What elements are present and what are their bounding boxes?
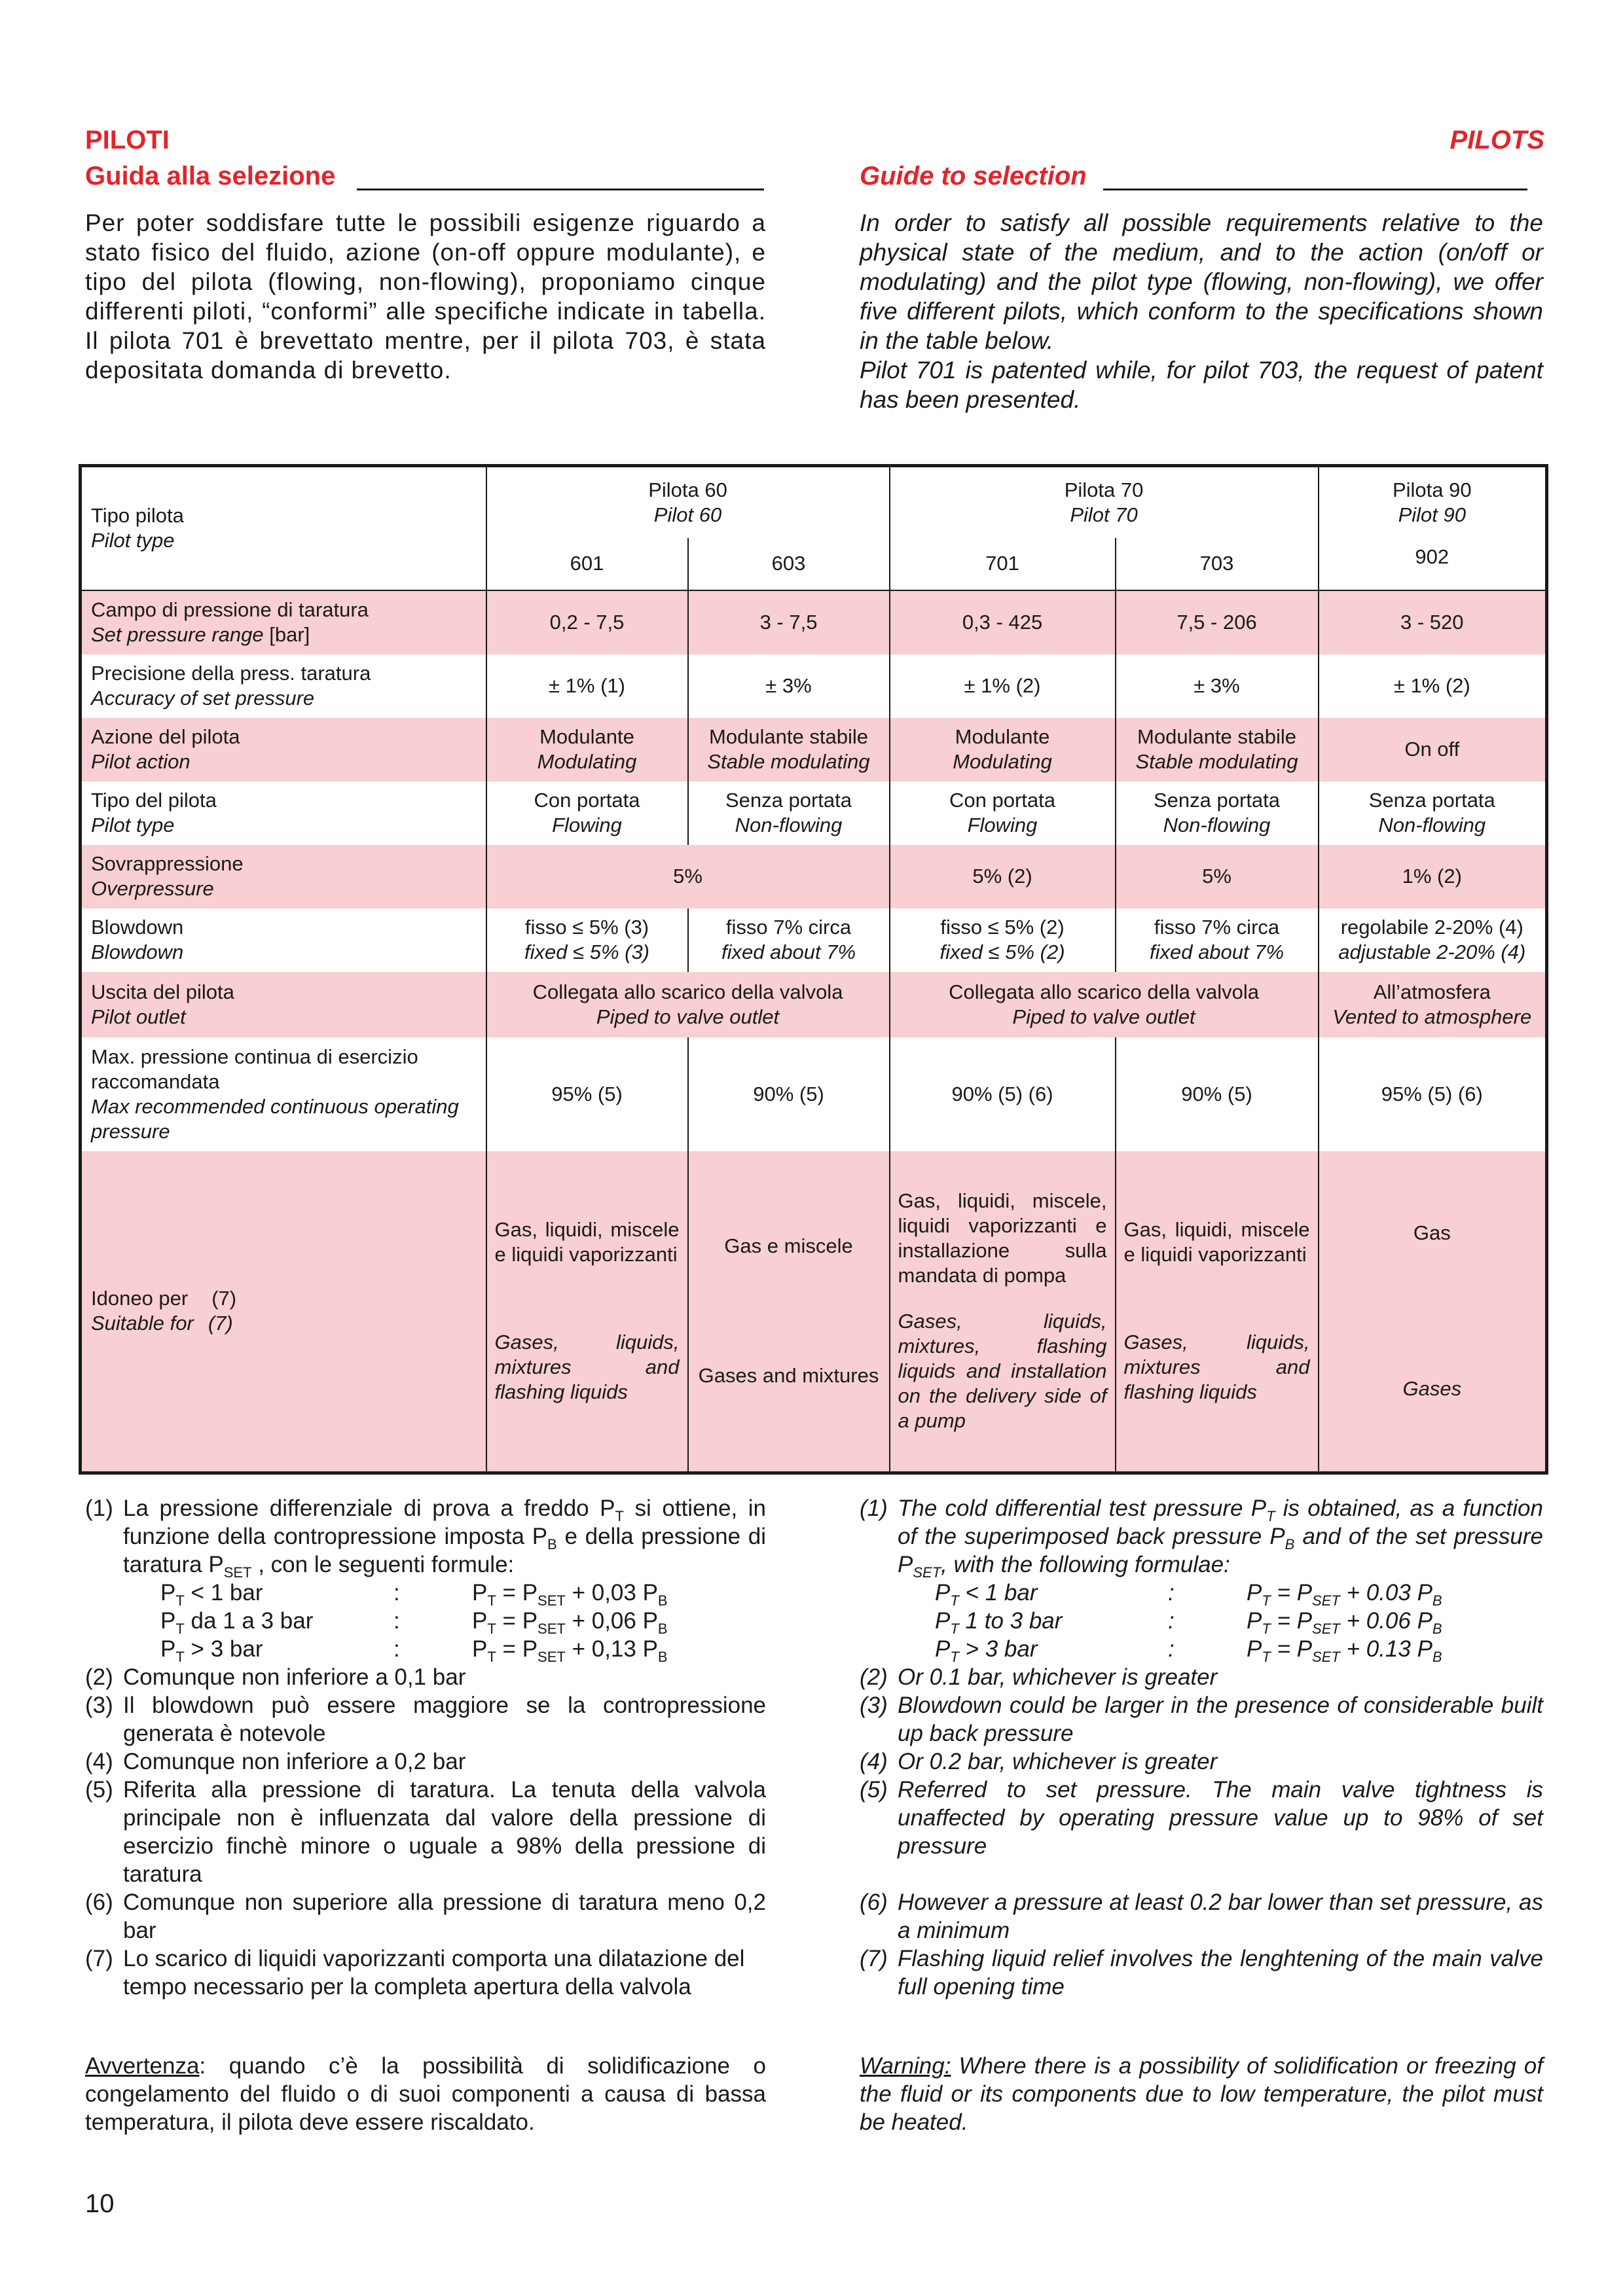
row-label: Precisione della press. taratura Accuracy of set pressure [91, 662, 371, 709]
header-group-pilot-70: Pilota 70 Pilot 70 [890, 466, 1319, 538]
table-header-groups [81, 466, 1547, 538]
cell-701: fisso ≤ 5% (2) fixed ≤ 5% (2) [890, 908, 1116, 972]
notes-en [860, 1494, 1543, 2001]
cell-703: Modulante stabile Stable modulating [1116, 718, 1319, 781]
note-3: (3) Blowdown could be larger in the presence of considerable built up back pressure [860, 1693, 1543, 1746]
intro-en-part2: Pilot 701 is patented while, for pilot 703, the request of patent has been presented. [860, 357, 1543, 413]
intro-paragraph-en [860, 208, 1543, 414]
cell-902: 3 - 520 [1319, 590, 1547, 655]
note-4: (4) Or 0.2 bar, whichever is greater [860, 1749, 1218, 1774]
cell-pilot-60: 5% [486, 845, 890, 908]
cell-703: 7,5 - 206 [1116, 590, 1319, 655]
cell-601: Gas, liquidi, miscele e liquidi vaporizzanti Gases, liquids, mixtures and flashing liquids [486, 1151, 688, 1473]
header-group-pilot-60: Pilota 60 Pilot 60 [486, 466, 890, 538]
subtitle-rule-it [357, 188, 764, 190]
cell-601: 0,2 - 7,5 [486, 590, 688, 655]
formula-3: $P_T > 3$ bar : $P_T = P_{SET} + 0,13$ $P_B$ [160, 1636, 668, 1665]
row-pilot-action [81, 718, 1547, 781]
model-603: 603 [688, 538, 890, 590]
cell-601: Modulante Modulating [486, 718, 688, 781]
notes-it [85, 1494, 766, 2001]
cell-703: ± 3% [1116, 655, 1319, 718]
cell-701: 90% (5) (6) [890, 1037, 1116, 1151]
formula-2: $P_T$ 1 to 3 bar : $P_T = P_{SET} + 0.06$ $P_B$ [935, 1608, 1442, 1637]
intro-en-part1: In order to satisfy all possible requirements relative to the physical state of the medium, and to the action (on/off or modulating) and the pilot type (flowing, non-flowing), we offer five different pilots, which conform to the specifications shown in the table below. [860, 209, 1543, 354]
model-601: 601 [486, 538, 688, 590]
cell-603: fisso 7% circa fixed about 7% [688, 908, 890, 972]
pilot-selection-table [79, 464, 1548, 1475]
header-pilot-type-label: Tipo pilota Pilot type [81, 466, 486, 590]
row-suitable-for [81, 1151, 1547, 1473]
model-703: 703 [1116, 538, 1319, 590]
cell-601: ± 1% (1) [486, 655, 688, 718]
intro-paragraph-it: Per poter soddisfare tutte le possibili esigenze riguardo a stato fisico del fluido, azione (on-off oppure modulante), e tipo del pilota (flowing, non-flowing), proponiamo cinque differenti piloti, “conformi” alle specifiche indicate in tabella. Il pilota 701 è brevettato mentre, per il pilota 703, è stata depositata domanda di brevetto. [85, 209, 766, 384]
formula-3: $P_T > 3$ bar : $P_T = P_{SET} + 0.13$ $P_B$ [935, 1636, 1442, 1665]
model-701: 701 [890, 538, 1116, 590]
cell-603: Senza portata Non-flowing [688, 781, 890, 845]
warning-it: Avvertenza: quando c’è la possibilità di solidificazione o congelamento del fluido o di suoi componenti a causa di bassa temperatura, il pilota deve essere riscaldato. [85, 2053, 766, 2135]
note-1: (1) La pressione differenziale di prova a freddo $P_T$ si ottiene, in funzione della contropressione imposta $P_B$ e della pressione di taratura $P_{SET}$ , con le seguenti formule: [85, 1496, 767, 1581]
note-5: (5) Referred to set pressure. The main valve tightness is unaffected by operating pressure value up to 98% of set pressure [860, 1777, 1543, 1859]
row-label: Uscita del pilota Pilot outlet [81, 972, 486, 1037]
cell-603: ± 3% [688, 655, 890, 718]
row-max-operating-pressure [81, 1037, 1547, 1151]
cell-701: ± 1% (2) [890, 655, 1116, 718]
cell-701: Modulante Modulating [890, 718, 1116, 781]
note-2: (2) Or 0.1 bar, whichever is greater [860, 1664, 1218, 1690]
formula-2: $P_T$ da 1 a 3 bar : $P_T = P_{SET} + 0,06$ $P_B$ [160, 1608, 668, 1637]
cell-902: ± 1% (2) [1319, 655, 1547, 718]
cell-603: Modulante stabile Stable modulating [688, 718, 890, 781]
cell-601: fisso ≤ 5% (3) fixed ≤ 5% (3) [486, 908, 688, 972]
cell-902: Gas Gases [1319, 1151, 1547, 1473]
cell-703: Gas, liquidi, miscele e liquidi vaporizzanti Gases, liquids, mixtures and flashing liquids [1116, 1151, 1319, 1473]
note-6: (6) However a pressure at least 0.2 bar lower than set pressure, as a minimum [860, 1890, 1543, 1943]
cell-601: 95% (5) [486, 1037, 688, 1151]
cell-703: Senza portata Non-flowing [1116, 781, 1319, 845]
formula-1: $P_T < 1$ bar : $P_T = P_{SET} + 0.03$ $P_B$ [935, 1580, 1442, 1609]
row-label: Azione del pilota Pilot action [81, 718, 486, 781]
row-label: Blowdown Blowdown [91, 916, 184, 963]
note-1: (1) The cold differential test pressure $P_T$ is obtained, as a function of the superimposed back pressure $P_B$ and of the set pressure $P_{SET}$, with the following formulae: [860, 1496, 1543, 1581]
cell-902: 1% (2) [1319, 845, 1547, 908]
cell-902: 95% (5) (6) [1319, 1037, 1547, 1151]
cell-603: 90% (5) [688, 1037, 890, 1151]
cell-902: regolabile 2-20% (4) adjustable 2-20% (4) [1319, 908, 1547, 972]
cell-703: 90% (5) [1116, 1037, 1319, 1151]
cell-703: fisso 7% circa fixed about 7% [1116, 908, 1319, 972]
cell-701: 0,3 - 425 [890, 590, 1116, 655]
row-label: Max. pressione continua di esercizio raccomandata Max recommended continuous operating pressure [91, 1045, 459, 1143]
row-pilot-outlet [81, 972, 1547, 1037]
formula-1: $P_T < 1$ bar : $P_T = P_{SET} + 0,03$ $P_B$ [160, 1580, 668, 1609]
row-label: Sovrappressione Overpressure [81, 845, 486, 908]
note-7: (7) Lo scarico di liquidi vaporizzanti comporta una dilatazione del tempo necessario per la completa apertura della valvola [85, 1946, 745, 2000]
cell-902: On off [1319, 718, 1547, 781]
row-label: Campo di pressione di taratura Set pressure range [bar] [81, 590, 486, 655]
note-2: (2) Comunque non inferiore a 0,1 bar [85, 1664, 466, 1690]
cell-pilot-70: Collegata allo scarico della valvola Piped to valve outlet [890, 972, 1319, 1037]
note-6: (6) Comunque non superiore alla pressione di taratura meno 0,2 bar [85, 1890, 766, 1943]
cell-601: Con portata Flowing [486, 781, 688, 845]
model-902: 902 [1415, 545, 1450, 568]
row-blowdown [81, 908, 1547, 972]
note-4: (4) Comunque non inferiore a 0,2 bar [85, 1749, 466, 1774]
row-overpressure [81, 845, 1547, 908]
cell-pilot-90: All’atmosfera Vented to atmosphere [1319, 972, 1547, 1037]
page-number: 10 [85, 2189, 115, 2218]
row-label: Idoneo per (7) Suitable for (7) [81, 1151, 486, 1473]
note-5: (5) Riferita alla pressione di taratura. La tenuta della valvola principale non è influenzata dal valore della pressione di esercizio finchè minore o uguale a 98% della pressione di taratura [85, 1777, 766, 1887]
row-pilot-type [81, 781, 1547, 845]
cell-pilot-60: Collegata allo scarico della valvola Piped to valve outlet [486, 972, 890, 1037]
section-title-en: PILOTS [1450, 126, 1544, 154]
section-subtitle-en: Guide to selection [860, 162, 1087, 190]
warning-en: Warning: Where there is a possibility of solidification or freezing of the fluid or its components due to low temperature, the pilot must be heated. [860, 2053, 1543, 2135]
subtitle-rule-en [1103, 188, 1527, 190]
row-accuracy [81, 655, 1547, 718]
section-title-it: PILOTI [85, 126, 170, 154]
cell-902: Senza portata Non-flowing [1319, 781, 1547, 845]
note-7: (7) Flashing liquid relief involves the lenghtening of the main valve full opening time [860, 1946, 1543, 2000]
note-3: (3) Il blowdown può essere maggiore se la contropressione generata è notevole [85, 1693, 766, 1746]
cell-701: 5% (2) [890, 845, 1116, 908]
cell-701: Gas, liquidi, miscele, liquidi vaporizzanti e installazione sulla mandata di pompa Gases, liquids, mixtures, flashing liquids and installation on the delivery side of a pump [890, 1151, 1116, 1473]
cell-603: Gas e miscele Gases and mixtures [688, 1151, 890, 1473]
cell-703: 5% [1116, 845, 1319, 908]
cell-603: 3 - 7,5 [688, 590, 890, 655]
row-label: Tipo del pilota Pilot type [91, 789, 217, 836]
cell-701: Con portata Flowing [890, 781, 1116, 845]
row-set-pressure-range [81, 590, 1547, 655]
section-subtitle-it: Guida alla selezione [85, 162, 336, 190]
header-group-pilot-90: Pilota 90 Pilot 90 902 [1319, 466, 1547, 590]
